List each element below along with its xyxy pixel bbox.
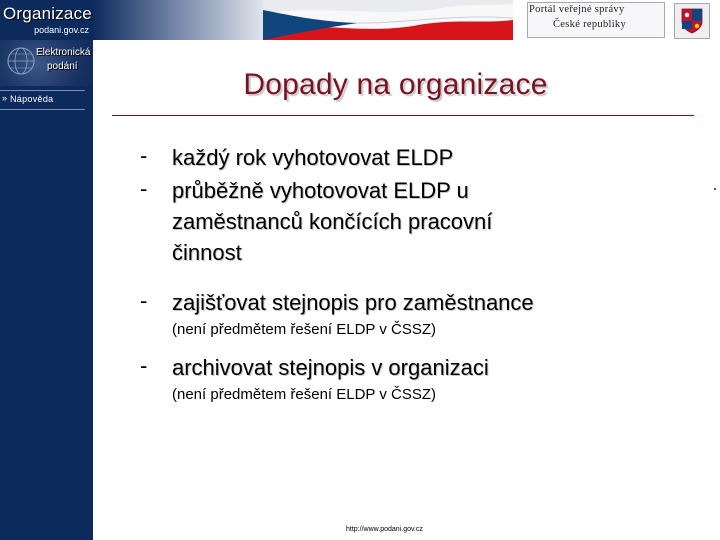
sidebar-item-napoveda[interactable] (0, 93, 93, 107)
title-underline (112, 115, 694, 116)
page-title: Dopady na organizace (243, 68, 548, 101)
organizace-logo[interactable] (0, 0, 93, 40)
nav-divider (0, 90, 85, 91)
czech-flag-image (263, 0, 513, 40)
top-banner (0, 0, 720, 40)
sidebar (0, 40, 93, 540)
bullet-marker: - (140, 288, 148, 313)
banner-gradient-strip (93, 0, 263, 40)
bullet-note: (není předmětem řešení ELDP v ČSSZ) (172, 321, 436, 338)
logo-subtitle: podani.gov.cz (34, 25, 89, 35)
app-logo-line2: podání (47, 61, 78, 72)
app-logo-line1: Elektronická (36, 47, 91, 58)
flag-icon (263, 0, 513, 40)
edge-mark (714, 188, 716, 190)
footer-url-link[interactable]: http://www.podani.gov.cz (346, 526, 423, 533)
portal-badge[interactable] (513, 0, 720, 40)
bullet-marker: - (140, 353, 148, 378)
bullet-text: činnost (172, 240, 242, 265)
bullet-text: zaměstnanců končících pracovní (172, 209, 493, 234)
state-emblem (674, 3, 710, 39)
coat-of-arms-icon (681, 8, 703, 34)
logo-title: Organizace (3, 4, 92, 23)
nav-divider (0, 109, 85, 110)
bullet-text: zajišťovat stejnopis pro zaměstnance (172, 290, 534, 315)
portal-title-line2: České republiky (553, 19, 627, 30)
bullet-text: každý rok vyhotovovat ELDP (172, 145, 454, 170)
bullet-marker: - (140, 143, 148, 168)
double-chevron-right-icon: » (2, 93, 8, 103)
portal-title-line1: Portál veřejné správy (529, 4, 625, 15)
bullet-note: (není předmětem řešení ELDP v ČSSZ) (172, 386, 436, 403)
sidebar-item-label: Nápověda (10, 94, 54, 104)
bullet-text: archivovat stejnopis v organizaci (172, 355, 489, 380)
globe-icon (6, 46, 36, 76)
bullet-text: průběžně vyhotovovat ELDP u (172, 178, 469, 203)
bullet-marker: - (140, 176, 148, 201)
elektronicka-podani-logo[interactable] (0, 40, 93, 86)
